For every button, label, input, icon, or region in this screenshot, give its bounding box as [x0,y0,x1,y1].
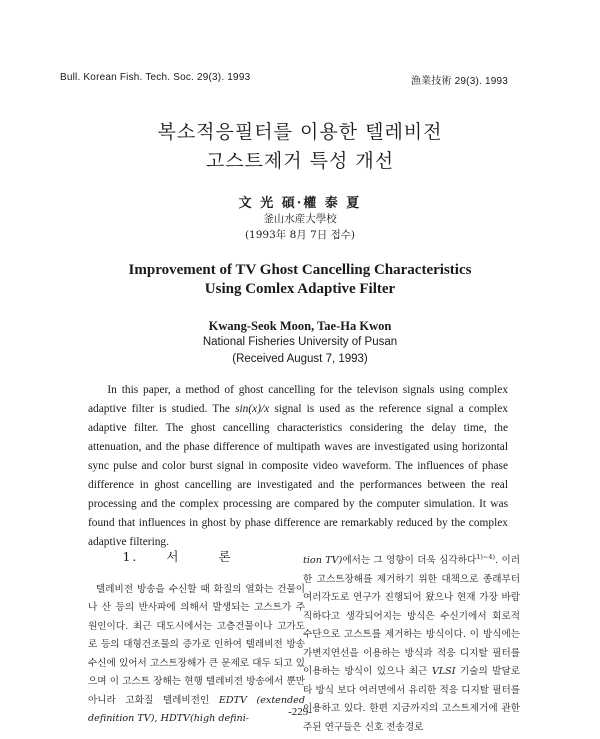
section-title: 서론 [166,549,271,564]
english-received-date: (Received August 7, 1993) [232,353,368,365]
english-authors: Kwang-Seok Moon, Tae-Ha Kwon [208,319,392,333]
journal-citation-korean: 漁業技術 29(3). 1993 [410,76,508,87]
english-affiliation: National Fisheries University of Pusan [202,336,398,348]
korean-received-date: (1993年 8月 7日 접수) [244,229,356,241]
vlsi-term: VLSI [431,666,456,678]
section-heading [88,548,305,567]
korean-authors: 文 光 碩·權 泰 夏 [238,196,362,211]
abstract-formula: sin(x)/x [235,403,270,415]
english-title-line-1: Improvement of TV Ghost Cancelling Characteristics [128,262,472,278]
right-column-text-c: 기술의 발달로 타 방식 보다 여러면에서 유리한 적응 디지탈 필터를 이용하고 있다. 한편 지금까지의 고스트제거에 관한 주된 연구들은 신호 전송경로 [303,666,520,733]
english-title-line-2: Using Comlex Adaptive Filter [204,281,396,297]
korean-title-line-2: 고스트제거 특성 개선 [205,150,395,172]
journal-citation: Bull. Korean Fish. Tech. Soc. 29(3). 1993 [60,72,251,83]
right-column-text-a: 에서는 그 영향이 더욱 심각하다 [342,555,477,567]
right-column-text-b: . 이러한 고스트장해를 제거하기 위한 대책으로 종래부터 여러각도로 연구가 진행되어 왔으나 현재 가장 바람직하다고 생각되어지는 방식은 수신기에서 회로적 수단으로 고스트를 제거하는 방식이다. 이 방식에는 가변지연선을 이용하는 방식과 적응 디지탈 필터를 이용하는 방식이 있으나 최근 [303,555,520,678]
korean-affiliation: 釜山水産大學校 [263,213,337,225]
continued-term: tion TV) [303,555,343,567]
body-column-left [88,548,305,729]
abstract-text-b: signal is used as the reference signal a complex adaptive filter. The ghost cancelling characteristics considering the delay time, the attenuation, and the phase difference of multipath waves are investigated using horizontal sync pulse and color burst signal in composite video waveform. The influences of phase difference in ghost cancelling are investigated and the performances between the real processing and the complex processing are compared by the computer simulation. It was found that influences in ghost by phase difference are remarkably reduced by the complex adaptive filtering. [88,403,509,548]
page-number: -229- [288,706,312,718]
edtv-term: EDTV (extended definition TV) [88,694,306,724]
left-column-text: 텔레비전 방송을 수신할 때 화질의 열화는 건물이나 산 등의 반사파에 의해서 발생되는 고스트가 주 원인이다. 최근 대도시에서는 고층건물이나 고가도로 등의 대형건조물의 증가로 인하여 텔레비전 방송 수신에 있어서 고스트장해가 큰 문제로 대두 되고 있으며 이 고스트 장해는 현행 텔레비전 방송에서 뿐만 아니라 고화질 텔레비전인 [88,583,305,706]
abstract-text-a: In this paper, a method of ghost cancelling for the televison signals using complex adaptive filter is studied. The [88,384,509,415]
korean-title-line-1: 복소적응필터를 이용한 텔레비전 [157,121,443,143]
reference-superscript: 1)~4) [476,553,496,561]
hdtv-term: HDTV(high defini- [160,713,250,724]
abstract [88,381,508,552]
section-number: 1. [122,549,139,564]
separator: , [154,713,161,724]
